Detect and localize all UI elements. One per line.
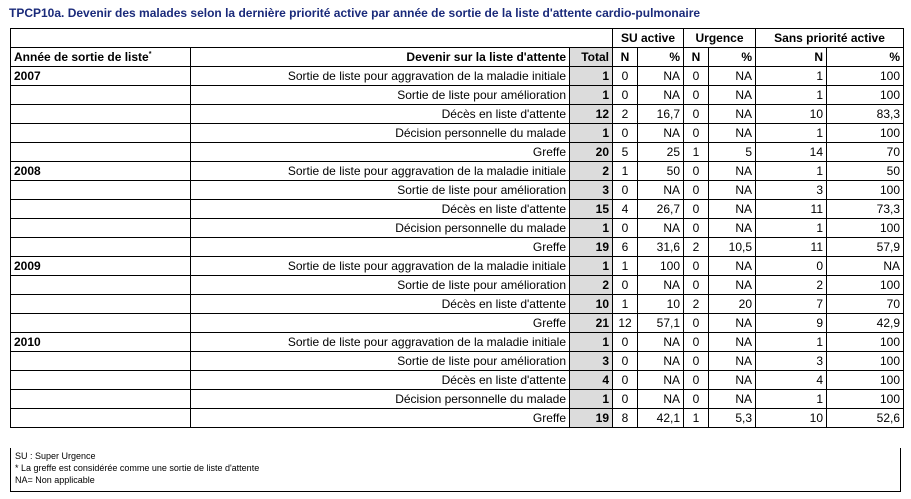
row-sans-pct: 100 [827,67,904,86]
row-total: 2 [570,276,613,295]
row-year [11,295,191,314]
row-total: 2 [570,162,613,181]
row-urgence-n: 0 [684,200,709,219]
row-urgence-pct: NA [709,390,756,409]
table-row [11,276,904,295]
row-su-n: 5 [613,143,638,162]
row-su-pct: 50 [638,162,684,181]
row-total: 20 [570,143,613,162]
header-row-columns [11,48,904,67]
table-row [11,105,904,124]
row-sans-pct: 83,3 [827,105,904,124]
row-su-pct: NA [638,124,684,143]
row-year [11,181,191,200]
table-row [11,181,904,200]
row-devenir: Sortie de liste pour aggravation de la maladie initiale [191,257,570,276]
row-urgence-pct: NA [709,181,756,200]
row-su-pct: 100 [638,257,684,276]
table-row [11,352,904,371]
row-sans-pct: 52,6 [827,409,904,428]
row-su-n: 0 [613,390,638,409]
footnote-greffe: * La greffe est considérée comme une sortie de liste d'attente [15,463,260,473]
header-u-pct: % [709,48,756,67]
row-year [11,276,191,295]
header-annee [11,48,191,67]
row-total: 19 [570,409,613,428]
row-sans-pct: 70 [827,143,904,162]
row-su-pct: NA [638,390,684,409]
row-devenir: Sortie de liste pour amélioration [191,276,570,295]
header-devenir: Devenir sur la liste d'attente [191,48,570,67]
row-su-n: 0 [613,124,638,143]
row-sans-pct: 100 [827,124,904,143]
row-sans-pct: 100 [827,181,904,200]
row-urgence-n: 0 [684,276,709,295]
row-urgence-pct: NA [709,352,756,371]
row-urgence-pct: 5 [709,143,756,162]
row-devenir: Décision personnelle du malade [191,124,570,143]
row-year [11,219,191,238]
row-su-pct: 57,1 [638,314,684,333]
row-devenir: Sortie de liste pour aggravation de la maladie initiale [191,333,570,352]
row-urgence-n: 1 [684,143,709,162]
data-table [10,28,904,428]
row-total: 1 [570,219,613,238]
row-sans-n: 11 [756,238,827,257]
row-urgence-pct: NA [709,86,756,105]
row-devenir: Décès en liste d'attente [191,105,570,124]
header-annee-footnote-mark: * [148,51,152,58]
row-su-n: 0 [613,276,638,295]
row-su-pct: 26,7 [638,200,684,219]
row-year [11,86,191,105]
table-row [11,124,904,143]
header-annee-label: Année de sortie de liste [14,50,149,64]
row-total: 19 [570,238,613,257]
row-su-n: 0 [613,67,638,86]
row-sans-pct: 100 [827,390,904,409]
row-year: 2008 [11,162,191,181]
row-total: 3 [570,352,613,371]
row-sans-n: 1 [756,390,827,409]
row-su-pct: NA [638,371,684,390]
row-urgence-pct: NA [709,314,756,333]
row-sans-pct: 42,9 [827,314,904,333]
row-urgence-pct: NA [709,333,756,352]
row-su-n: 4 [613,200,638,219]
row-su-n: 1 [613,162,638,181]
row-urgence-pct: NA [709,105,756,124]
row-year [11,352,191,371]
row-sans-n: 14 [756,143,827,162]
row-sans-pct: 100 [827,352,904,371]
row-total: 1 [570,333,613,352]
table-title: TPCP10a. Devenir des malades selon la dernière priorité active par année de sortie de la liste d'attente cardio-pulmonaire [9,6,701,20]
table-row [11,409,904,428]
row-su-n: 0 [613,352,638,371]
row-year [11,200,191,219]
table-row [11,390,904,409]
footnote-na: NA= Non applicable [15,475,95,485]
row-urgence-n: 0 [684,162,709,181]
row-urgence-pct: 10,5 [709,238,756,257]
header-row-groups [11,29,904,48]
row-urgence-n: 0 [684,181,709,200]
row-su-pct: 25 [638,143,684,162]
row-devenir: Décision personnelle du malade [191,219,570,238]
row-devenir: Décision personnelle du malade [191,390,570,409]
table-row [11,295,904,314]
row-sans-n: 10 [756,105,827,124]
row-sans-n: 10 [756,409,827,428]
row-su-n: 0 [613,371,638,390]
header-total: Total [570,48,613,67]
row-su-n: 1 [613,257,638,276]
row-urgence-n: 0 [684,86,709,105]
row-urgence-pct: 5,3 [709,409,756,428]
row-year: 2007 [11,67,191,86]
row-devenir: Sortie de liste pour amélioration [191,181,570,200]
row-sans-n: 1 [756,124,827,143]
row-total: 21 [570,314,613,333]
row-devenir: Sortie de liste pour aggravation de la maladie initiale [191,67,570,86]
row-sans-n: 1 [756,162,827,181]
row-sans-pct: 50 [827,162,904,181]
row-devenir: Greffe [191,409,570,428]
table-row [11,143,904,162]
row-year [11,143,191,162]
table-row [11,371,904,390]
row-year [11,409,191,428]
row-urgence-n: 0 [684,67,709,86]
row-urgence-pct: 20 [709,295,756,314]
row-sans-n: 7 [756,295,827,314]
row-sans-pct: 100 [827,276,904,295]
row-urgence-n: 0 [684,257,709,276]
row-su-pct: NA [638,67,684,86]
row-urgence-pct: NA [709,124,756,143]
row-su-n: 0 [613,181,638,200]
row-total: 1 [570,86,613,105]
row-su-n: 0 [613,333,638,352]
row-urgence-n: 0 [684,124,709,143]
row-sans-n: 11 [756,200,827,219]
row-devenir: Greffe [191,238,570,257]
row-urgence-pct: NA [709,162,756,181]
row-su-pct: 16,7 [638,105,684,124]
row-urgence-n: 0 [684,371,709,390]
header-urgence: Urgence [684,29,756,48]
row-total: 3 [570,181,613,200]
table-row [11,86,904,105]
header-sans-priorite: Sans priorité active [756,29,904,48]
row-su-pct: 31,6 [638,238,684,257]
row-urgence-n: 0 [684,105,709,124]
row-su-n: 0 [613,219,638,238]
row-urgence-n: 0 [684,352,709,371]
table-row [11,162,904,181]
row-su-n: 6 [613,238,638,257]
row-su-pct: NA [638,219,684,238]
header-su-pct: % [638,48,684,67]
row-urgence-pct: NA [709,200,756,219]
row-sans-pct: 100 [827,219,904,238]
row-devenir: Sortie de liste pour amélioration [191,86,570,105]
row-year [11,105,191,124]
row-urgence-n: 0 [684,314,709,333]
row-su-pct: NA [638,352,684,371]
header-su-active: SU active [613,29,684,48]
row-sans-n: 0 [756,257,827,276]
header-s-pct: % [827,48,904,67]
row-sans-n: 2 [756,276,827,295]
row-total: 10 [570,295,613,314]
row-sans-pct: 57,9 [827,238,904,257]
row-devenir: Greffe [191,314,570,333]
row-su-n: 2 [613,105,638,124]
row-total: 4 [570,371,613,390]
row-devenir: Décès en liste d'attente [191,295,570,314]
row-year: 2009 [11,257,191,276]
row-su-pct: NA [638,276,684,295]
row-urgence-n: 2 [684,238,709,257]
row-total: 1 [570,67,613,86]
row-devenir: Sortie de liste pour aggravation de la maladie initiale [191,162,570,181]
row-su-n: 1 [613,295,638,314]
header-u-n: N [684,48,709,67]
row-su-n: 0 [613,86,638,105]
row-su-pct: NA [638,181,684,200]
row-year [11,124,191,143]
row-urgence-pct: NA [709,67,756,86]
row-year [11,371,191,390]
row-su-n: 12 [613,314,638,333]
footnotes [10,448,901,492]
row-sans-n: 1 [756,67,827,86]
row-total: 15 [570,200,613,219]
row-year [11,314,191,333]
row-total: 12 [570,105,613,124]
row-sans-n: 3 [756,181,827,200]
row-year [11,390,191,409]
row-urgence-n: 0 [684,390,709,409]
row-sans-pct: 70 [827,295,904,314]
row-devenir: Décès en liste d'attente [191,200,570,219]
row-sans-n: 3 [756,352,827,371]
row-sans-pct: 100 [827,371,904,390]
row-urgence-pct: NA [709,276,756,295]
row-sans-pct: 100 [827,86,904,105]
row-urgence-n: 0 [684,333,709,352]
row-sans-n: 1 [756,333,827,352]
table-row [11,200,904,219]
row-su-pct: NA [638,333,684,352]
row-urgence-pct: NA [709,257,756,276]
footnote-su: SU : Super Urgence [15,451,96,461]
table-row [11,67,904,86]
row-devenir: Décès en liste d'attente [191,371,570,390]
row-year [11,238,191,257]
row-su-n: 8 [613,409,638,428]
row-total: 1 [570,124,613,143]
header-s-n: N [756,48,827,67]
row-sans-pct: 100 [827,333,904,352]
row-su-pct: 42,1 [638,409,684,428]
row-sans-n: 1 [756,86,827,105]
table-row [11,333,904,352]
row-sans-pct: NA [827,257,904,276]
row-total: 1 [570,390,613,409]
row-urgence-pct: NA [709,371,756,390]
header-blank [11,29,613,48]
table-row [11,257,904,276]
row-sans-n: 4 [756,371,827,390]
row-sans-n: 9 [756,314,827,333]
row-devenir: Greffe [191,143,570,162]
row-total: 1 [570,257,613,276]
row-urgence-n: 1 [684,409,709,428]
row-urgence-n: 2 [684,295,709,314]
row-sans-pct: 73,3 [827,200,904,219]
table-row [11,219,904,238]
row-year: 2010 [11,333,191,352]
row-su-pct: 10 [638,295,684,314]
table-row [11,314,904,333]
header-su-n: N [613,48,638,67]
row-urgence-pct: NA [709,219,756,238]
row-sans-n: 1 [756,219,827,238]
row-su-pct: NA [638,86,684,105]
row-urgence-n: 0 [684,219,709,238]
row-devenir: Sortie de liste pour amélioration [191,352,570,371]
table-row [11,238,904,257]
